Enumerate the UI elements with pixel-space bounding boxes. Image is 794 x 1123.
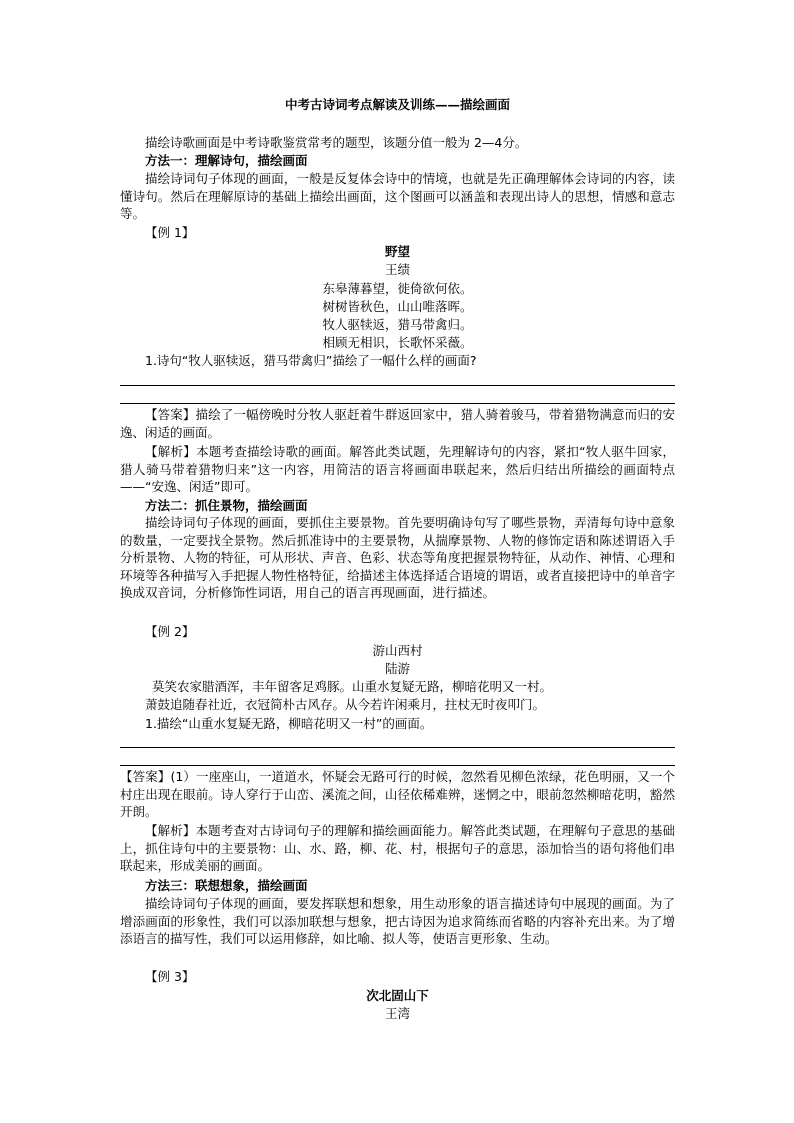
analysis-tag: 【解析】: [145, 823, 196, 838]
method2-heading: 方法二：抓住景物，描绘画面: [145, 498, 308, 513]
answer-tag: 【答案】: [120, 769, 171, 784]
example3-author: 王湾: [384, 1006, 410, 1021]
method2-paragraph: 描绘诗词句子体现的画面，要抓住主要景物。首先要明确诗句写了哪些景物，弄清每句诗中意象的数量，一定要找全景物。然后抓准诗中的主要景物，从揣摩景物、人物的修饰定语和陈述谓语入手分析景物、人物的特征，可从形状、声音、色彩、状态等角度把握景物特征，从动作、神情、心理和环境等各种描写入手把握人物性格特征，给描述主体选择适合语境的谓语，或者直接把诗中的单音字换成双音词，分析修饰性词语，用自己的语言再现画面，进行描述。: [120, 515, 675, 600]
example1-answer: [120, 406, 675, 441]
method1-paragraph: 描绘诗词句子体现的画面，一般是反复体会诗中的情境，也就是先正确理解体会诗词的内容，读懂诗句。然后在理解原诗的基础上描绘出画面，这个图画可以涵盖和表现出诗人的思想，情感和意志等。: [120, 171, 675, 221]
answer-text: (1）一座座山，一道道水，怀疑会无路可行的时候，忽然看见柳色浓绿，花色明丽，又一个村庄出现在眼前。诗人穿行于山峦、溪流之间，山径依稀难辨，迷惘之中，眼前忽然柳暗花明，豁然开朗。: [120, 769, 675, 819]
answer-tag: 【答案】: [145, 407, 196, 422]
example2-poem-title: 游山西村: [372, 643, 423, 658]
example1-label: 【例 1】: [145, 225, 195, 240]
intro-paragraph: 描绘诗歌画面是中考诗歌鉴赏常考的题型，该题分值一般为 2—4分。: [145, 135, 528, 150]
example1-poem-title: 野望: [384, 244, 410, 259]
example2-question: 1.描绘“山重水复疑无路，柳暗花明又一村”的画面。: [145, 716, 433, 731]
document-title: 中考古诗词考点解读及训练——描绘画面: [284, 97, 510, 112]
example3-poem-title: 次北固山下: [366, 988, 429, 1003]
answer-line: [120, 765, 675, 766]
analysis-text: 本题考查对古诗词句子的理解和描绘画面能力。解答此类试题，在理解句子意思的基础上，抓住诗句中的主要景物：山、水、路，柳、花、村，根据句子的意思，添加恰当的语句将他们串联起来，形成美丽的画面。: [120, 823, 675, 873]
example1-poem-line: 树树皆秋色，山山唯落晖。: [322, 299, 473, 314]
example2-answer: [120, 768, 675, 821]
analysis-tag: 【解析】: [145, 444, 197, 459]
example2-analysis: [120, 822, 675, 875]
example1-poem-line: 相顾无相识，长歌怀采薇。: [322, 335, 473, 350]
answer-blank[interactable]: [120, 371, 675, 385]
answer-blank[interactable]: [120, 733, 675, 747]
method3-paragraph: 描绘诗词句子体现的画面，要发挥联想和想象，用生动形象的语言描述诗句中展现的画面。为了增添画面的形象性，我们可以添加联想与想象，把古诗因为追求简练而省略的内容补充出来。为了增添语言的描写性，我们可以运用修辞，如比喻、拟人等，使语言更形象、生动。: [120, 896, 675, 946]
method3-heading: 方法三：联想想象，描绘画面: [145, 878, 308, 893]
example2-poem-line: 莫笑农家腊酒浑，丰年留客足鸡豚。山重水复疑无路，柳暗花明又一村。: [152, 679, 553, 694]
example2-poem-line: 萧鼓追随春社近，衣冠简朴古风存。从今若许闲乘月，拄杖无时夜叩门。: [145, 697, 546, 712]
example1-poem-line: 牧人驱犊返，猎马带禽归。: [322, 317, 473, 332]
example2-label: 【例 2】: [145, 624, 195, 639]
example2-author: 陆游: [384, 661, 410, 676]
answer-line: [120, 385, 675, 386]
analysis-text: 本题考查描绘诗歌的画面。解答此类试题，先理解诗句的内容，紧扣“牧人驱牛回家，猎人骑马带着猎物归来”这一内容，用简洁的语言将画面串联起来，然后归结出所描绘的画面特点——“安逸、闲适”即可。: [120, 444, 675, 494]
example1-analysis: [120, 443, 675, 496]
example1-author: 王绩: [384, 262, 410, 277]
answer-line: [120, 403, 675, 404]
answer-text: 描绘了一幅傍晚时分牧人驱赶着牛群返回家中，猎人骑着骏马，带着猎物满意而归的安逸、闲适的画面。: [120, 407, 675, 440]
answer-blank[interactable]: [120, 751, 675, 765]
example3-label: 【例 3】: [145, 969, 195, 984]
answer-line: [120, 747, 675, 748]
example1-question: 1.诗句“牧人驱犊返，猎马带禽归”描绘了一幅什么样的画面?: [145, 353, 477, 368]
method1-heading: 方法一：理解诗句，描绘画面: [145, 153, 308, 168]
example1-poem-line: 东皋薄暮望，徙倚欲何依。: [322, 281, 473, 296]
answer-blank[interactable]: [120, 389, 675, 403]
